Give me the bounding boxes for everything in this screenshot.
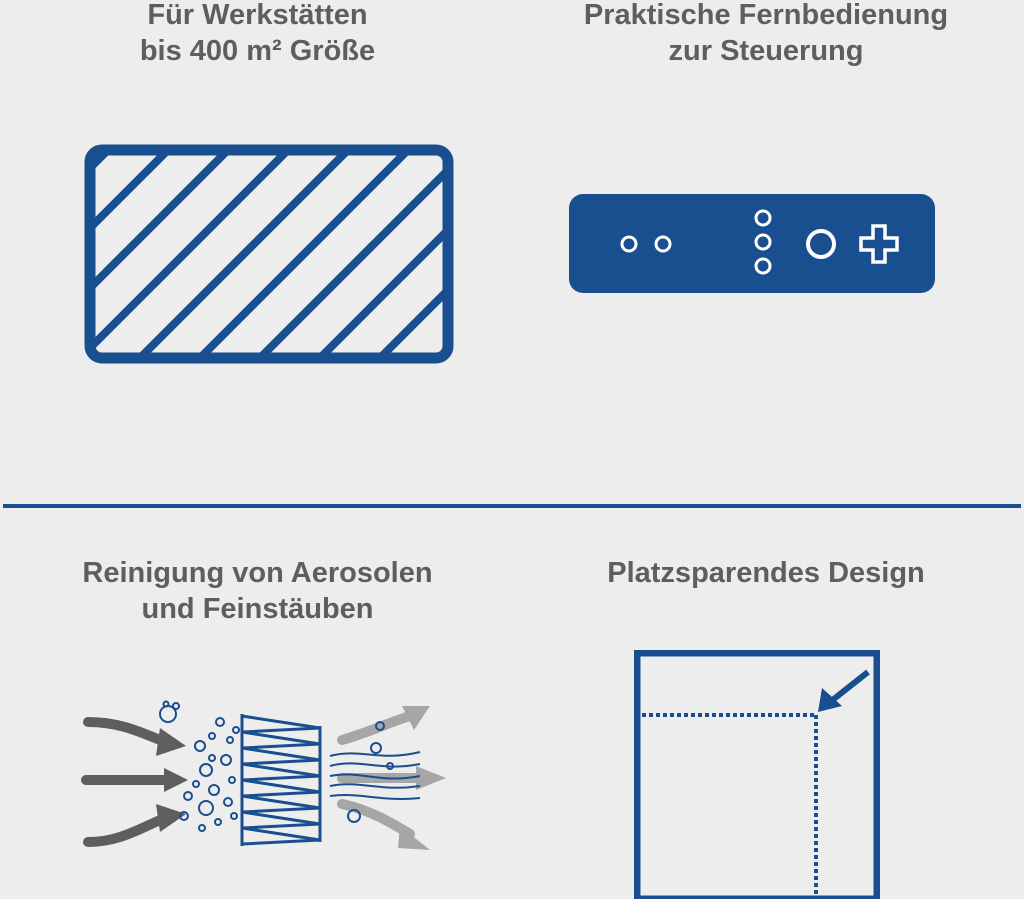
feature-title [538, 0, 994, 69]
feature-title-line1: Reinigung von Aerosolen [82, 557, 433, 589]
section-divider [3, 504, 1021, 508]
feature-title-line2: und Feinstäuben [141, 593, 374, 625]
feature-title-line2: zur Steuerung [668, 35, 864, 67]
feature-title [538, 555, 994, 591]
feature-title [30, 555, 485, 627]
filtration-icon [80, 700, 460, 860]
feature-title-line2: bis 400 m² Größe [139, 35, 376, 67]
space-saving-icon [634, 650, 880, 899]
feature-title-line1: Platzsparendes Design [607, 557, 925, 589]
hatched-area-icon [84, 144, 454, 364]
remote-control-icon [569, 194, 935, 293]
feature-title [30, 0, 485, 69]
feature-aerosol-cleaning [30, 555, 485, 627]
feature-workshop-size [30, 0, 485, 69]
feature-title-line1: Praktische Fernbedienung [583, 0, 949, 31]
feature-space-saving [538, 555, 994, 591]
feature-remote-control [538, 0, 994, 69]
feature-title-line1: Für Werkstätten [147, 0, 368, 31]
